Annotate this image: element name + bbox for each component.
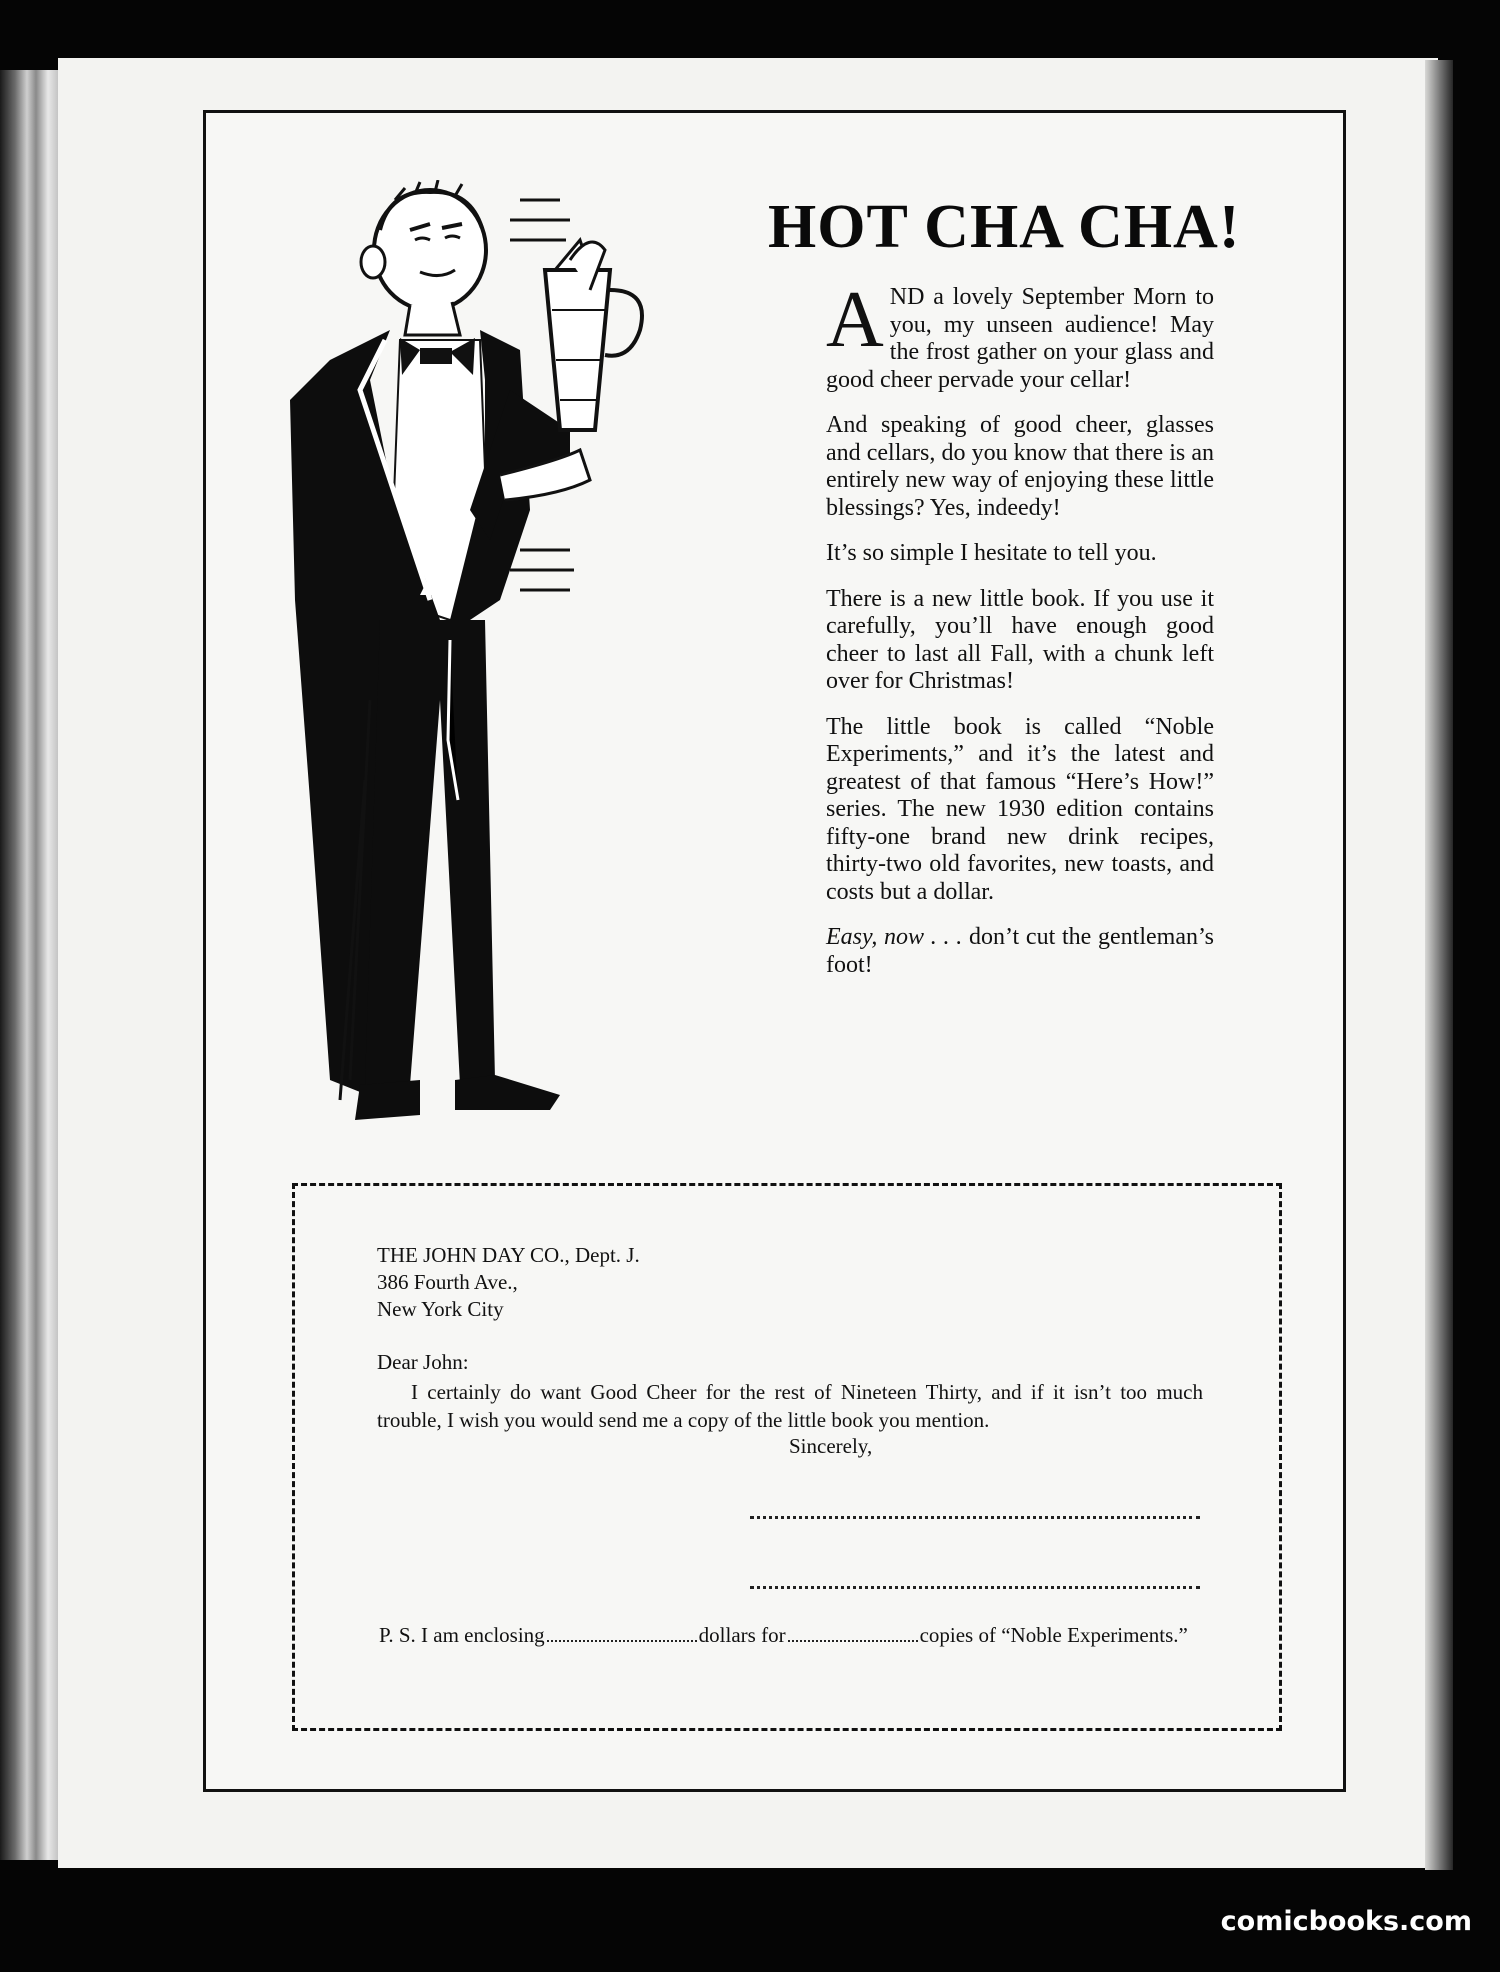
coupon-body-text: I certainly do want Good Cheer for the rest of Nineteen Thirty, and if it isn’t too much trouble, I wish you would send me a copy of the little book you mention.	[377, 1380, 1203, 1432]
ps-mid2: copies of “Noble Experiments.”	[919, 1623, 1188, 1647]
paragraph-4: There is a new little book. If you use it carefully, you’ll have enough good cheer to last all Fall, with a chunk left over for Christmas!	[826, 585, 1214, 694]
paragraph-2: And speaking of good cheer, glasses and cellars, do you know that there is an entirely new way of enjoying these little blessings? Yes, indeedy!	[826, 412, 1214, 521]
order-coupon	[292, 1183, 1282, 1731]
coupon-address	[377, 1242, 640, 1323]
coupon-body	[377, 1378, 1203, 1434]
salutation: Dear John:	[377, 1350, 469, 1374]
closing-rest: don’t cut the gentleman’s foot!	[826, 924, 1214, 978]
postscript	[379, 1622, 1205, 1649]
book-edge	[0, 70, 60, 1860]
paragraph-3: It’s so simple I hesitate to tell you.	[826, 540, 1157, 566]
closing-line	[826, 924, 1214, 979]
butler-illustration	[270, 180, 730, 1180]
signoff: Sincerely,	[789, 1434, 873, 1458]
ps-mid1: dollars for	[698, 1623, 786, 1647]
page-gutter-shadow	[1425, 60, 1453, 1870]
signature-line[interactable]	[750, 1516, 1200, 1519]
paragraph-1-text: ND a lovely September Morn to you, my unseen audience! May the frost gather on your glass and good cheer pervade your cellar!	[826, 284, 1214, 393]
copies-blank[interactable]	[788, 1640, 918, 1642]
paragraph-1	[826, 276, 1214, 394]
address-line-3: New York City	[377, 1297, 504, 1321]
address-line-2: 386 Fourth Ave.,	[377, 1270, 518, 1294]
paragraph-5: The little book is called “Noble Experiments,” and it’s the latest and greatest of that famous “Here’s How!” series. The new 1930 edition contains fifty-one brand new drink recipes, thirty-two old favorites, new toasts, and costs but a dollar.	[826, 713, 1214, 905]
dollars-blank[interactable]	[547, 1640, 697, 1642]
ad-body-copy	[826, 276, 1214, 997]
address-line-1: THE JOHN DAY CO., Dept. J.	[377, 1243, 640, 1267]
closing-italic: Easy, now . . .	[826, 924, 963, 950]
watermark: comicbooks.com	[1220, 1906, 1472, 1937]
ps-start: P. S. I am enclosing	[379, 1623, 545, 1647]
headline: HOT CHA CHA!	[768, 193, 1241, 261]
address-line-blank[interactable]	[750, 1586, 1200, 1589]
drop-cap: A	[826, 276, 884, 364]
